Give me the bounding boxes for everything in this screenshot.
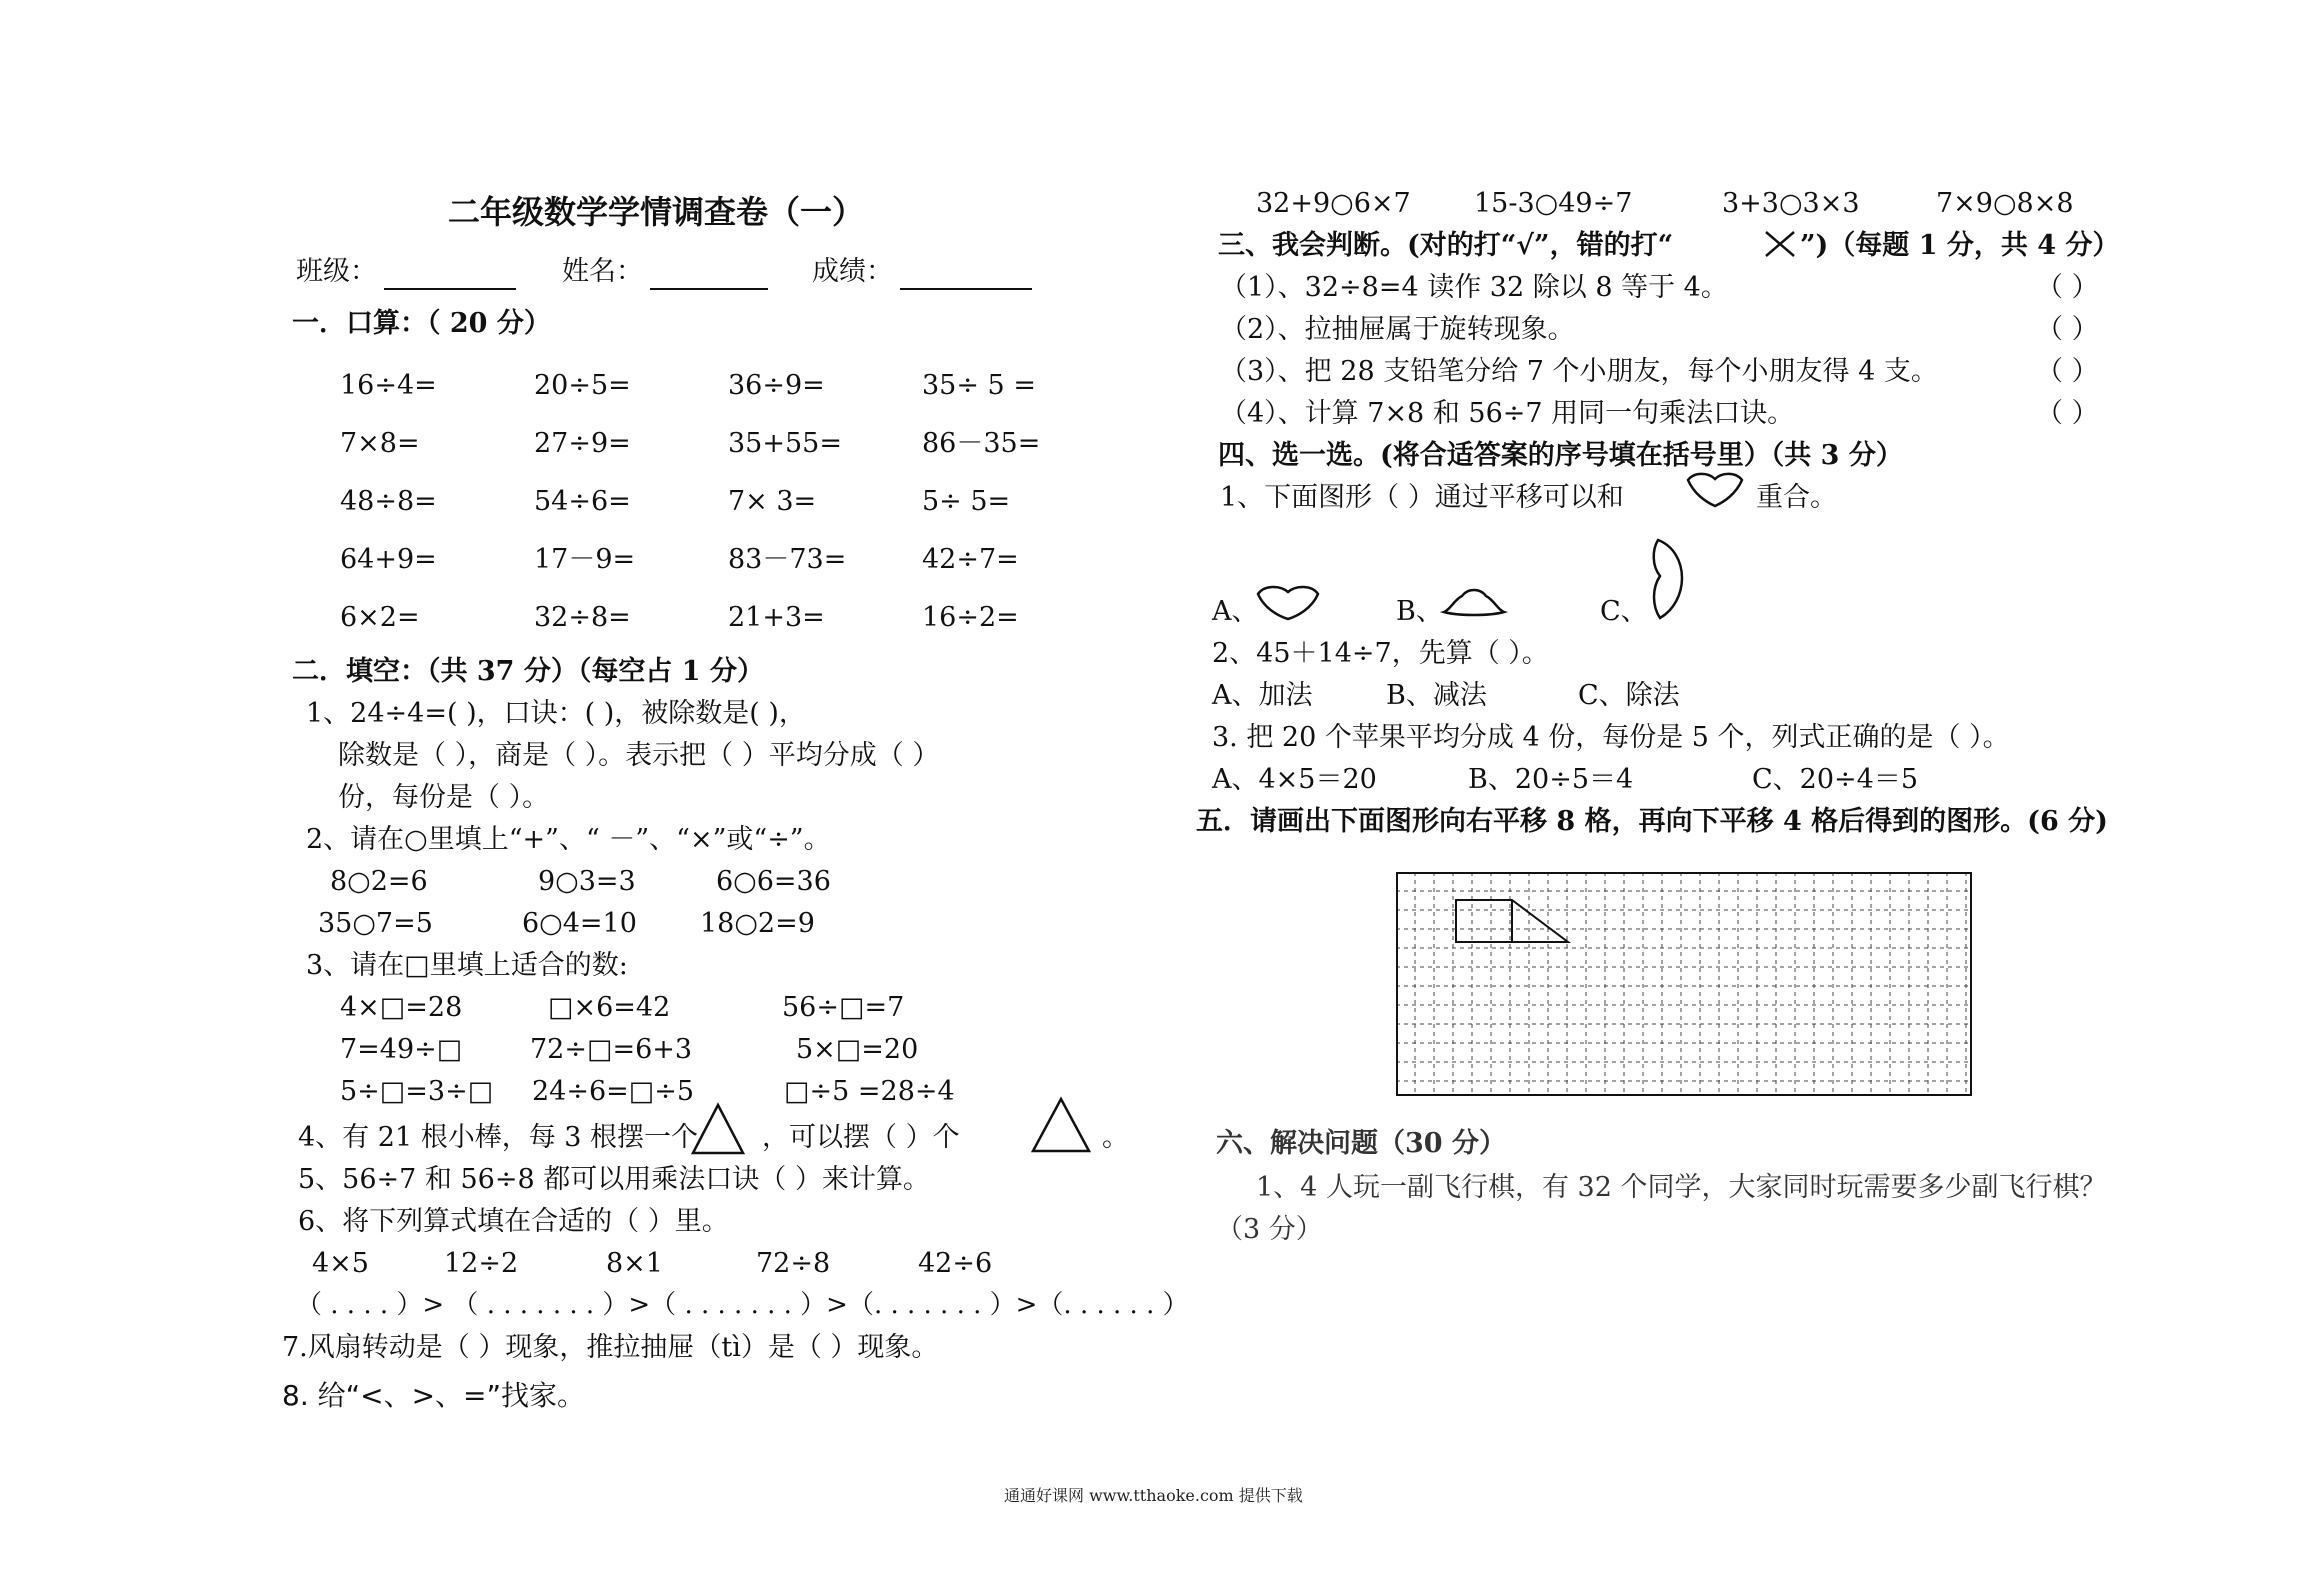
fill-q2-item: 35○7=5 [318,908,433,939]
option-c-label[interactable]: C、 [1600,596,1648,627]
class-label: 班级： [296,256,377,287]
section1-title: 一．口算：（ 20 分） [292,308,551,339]
cross-mark-icon [1762,228,1798,260]
mental-math-item: 54÷6= [534,486,631,517]
judge-answer-paren[interactable]: （ ） [2036,314,2099,345]
judge-item: （4）、计算 7×8 和 56÷7 用同一句乘法口诀。 [1220,398,1795,429]
mental-math-item: 20÷5= [534,370,631,401]
judge-item: （1）、32÷8=4 读作 32 除以 8 等于 4。 [1220,272,1728,303]
judge-answer-paren[interactable]: （ ） [2036,272,2099,303]
option-a-label[interactable]: A、 [1212,596,1259,627]
fill-q3-item: 4×□=28 [340,992,463,1023]
fill-q6-blanks[interactable]: （ . . . . ）> （ . . . . . . . ）>（ . . . . . . . ）>（. . . . . . . ）>（. . . . . . ） [296,1290,1189,1320]
fill-q2-item: 18○2=9 [700,908,815,939]
mental-math-item: 35÷ 5 = [922,370,1036,401]
fill-q1-line2: 除数是（ ），商是（ ）。表示把（ ）平均分成（ ） [338,740,940,771]
compare-item: 3+3○3×3 [1722,188,1860,219]
mental-math-item: 5÷ 5= [922,486,1011,517]
score-blank[interactable] [900,262,1032,290]
fill-q2-item: 8○2=6 [330,866,428,897]
fill-q6-item: 12÷2 [444,1248,519,1279]
fill-q5: 5、56÷7 和 56÷8 都可以用乘法口诀（ ）来计算。 [298,1164,930,1195]
fill-q3-title: 3、请在□里填上适合的数: [306,950,628,981]
mental-math-item: 64+9= [340,544,437,575]
name-blank[interactable] [650,262,768,290]
heart-shape-icon [1254,582,1322,622]
mental-math-item: 83－73= [728,544,847,575]
fill-q4-text-b: ，可以摆（ ）个 [762,1122,960,1153]
page-title: 二年级数学学情调查卷（一） [448,193,865,231]
option-label[interactable]: A、4×5＝20 [1212,764,1377,795]
mental-math-item: 86－35= [922,428,1041,459]
rotated-heart-shape-icon [1650,536,1686,622]
fill-q4-text-c: 。 [1102,1122,1129,1153]
choose-q1-text-b: 重合。 [1756,482,1837,513]
mental-math-item: 32÷8= [534,602,631,633]
fill-q3-item: 5×□=20 [796,1034,919,1065]
heart-shape-icon [1684,470,1746,510]
section3-title-end: ”)（每题 1 分，共 4 分） [1800,230,2120,261]
fill-q3-item: □÷5 =28÷4 [784,1076,955,1107]
section2-title: 二．填空：（共 37 分）（每空占 1 分） [292,656,764,687]
class-blank[interactable] [384,262,516,290]
mental-math-item: 27÷9= [534,428,631,459]
fill-q2-item: 6○4=10 [522,908,637,939]
compare-item: 15-3○49÷7 [1474,188,1633,219]
fill-q2-item: 6○6=36 [716,866,831,897]
option-label[interactable]: C、20÷4＝5 [1752,764,1918,795]
mental-math-item: 42÷7= [922,544,1019,575]
option-label[interactable]: B、20÷5＝4 [1468,764,1634,795]
mental-math-item: 35+55= [728,428,842,459]
mental-math-item: 17－9= [534,544,636,575]
score-label: 成绩： [812,256,893,287]
compare-item: 7×9○8×8 [1936,188,2074,219]
option-label[interactable]: A、加法 [1212,680,1313,711]
mental-math-item: 7×8= [340,428,420,459]
fill-q3-item: 56÷□=7 [782,992,905,1023]
triangle-icon [690,1102,746,1156]
fill-q6-item: 42÷6 [918,1248,993,1279]
section4-title: 四、选一选。(将合适答案的序号填在括号里）（共 3 分） [1218,440,1903,471]
mental-math-item: 36÷9= [728,370,825,401]
judge-item: （2）、拉抽屉属于旋转现象。 [1220,314,1575,345]
section5-title: 五．请画出下面图形向右平移 8 格，再向下平移 4 格后得到的图形。(6 分) [1196,806,2108,837]
mental-math-item: 7× 3= [728,486,817,517]
cloud-shape-icon [1440,580,1508,620]
choose-q2: 2、45＋14÷7，先算（ ）。 [1212,638,1549,669]
fill-q6-item: 4×5 [312,1248,369,1279]
footer-credit: 通通好课网 www.tthaoke.com 提供下载 [1004,1486,1303,1505]
section6-title: 六、解决问题（30 分） [1216,1128,1506,1159]
option-b-label[interactable]: B、 [1396,596,1443,627]
triangle-icon [1030,1096,1092,1154]
problem-q1-score: （3 分） [1216,1214,1323,1245]
judge-item: （3）、把 28 支铅笔分给 7 个小朋友，每个小朋友得 4 支。 [1220,356,1938,387]
problem-q1: 1、4 人玩一副飞行棋，有 32 个同学，大家同时玩需要多少副飞行棋？ [1256,1172,2107,1203]
name-label: 姓名： [562,256,643,287]
mental-math-item: 16÷4= [340,370,437,401]
fill-q1-line3: 份，每份是（ ）。 [338,782,550,813]
fill-q2-title: 2、请在○里填上“+”、“ －”、“×”或“÷”。 [306,824,831,855]
fill-q3-item: 72÷□=6+3 [530,1034,693,1065]
fill-q2-item: 9○3=3 [538,866,636,897]
fill-q4-text-a: 4、有 21 根小棒，每 3 根摆一个 [298,1122,699,1153]
choose-q3: 3. 把 20 个苹果平均分成 4 份，每份是 5 个，列式正确的是（ ）。 [1212,722,2010,753]
judge-answer-paren[interactable]: （ ） [2036,356,2099,387]
translation-grid[interactable] [1396,872,1972,1096]
fill-q7: 7.风扇转动是（ ）现象，推拉抽屉（tì）是（ ）现象。 [282,1332,939,1363]
mental-math-item: 21+3= [728,602,825,633]
compare-item: 32+9○6×7 [1256,188,1411,219]
fill-q3-item: 24÷6=□÷5 [532,1076,695,1107]
mental-math-item: 16÷2= [922,602,1019,633]
fill-q3-item: 7=49÷□ [340,1034,463,1065]
fill-q1-line1: 1、24÷4=( )，口诀：( )，被除数是( )， [306,698,806,729]
fill-q6-item: 8×1 [606,1248,663,1279]
fill-q3-item: □×6=42 [548,992,671,1023]
mental-math-item: 48÷8= [340,486,437,517]
fill-q8: 8. 给“<、>、=”找家。 [282,1379,586,1412]
mental-math-item: 6×2= [340,602,420,633]
fill-q6-item: 72÷8 [756,1248,831,1279]
choose-q1-text-a: 1、下面图形（ ）通过平移可以和 [1220,482,1624,513]
option-label[interactable]: B、减法 [1386,680,1487,711]
judge-answer-paren[interactable]: （ ） [2036,398,2099,429]
section3-title: 三、我会判断。(对的打“√”，错的打“ [1218,230,1674,261]
fill-q6-title: 6、将下列算式填在合适的（ ）里。 [298,1206,729,1237]
fill-q3-item: 5÷□=3÷□ [340,1076,494,1107]
option-label[interactable]: C、除法 [1578,680,1680,711]
